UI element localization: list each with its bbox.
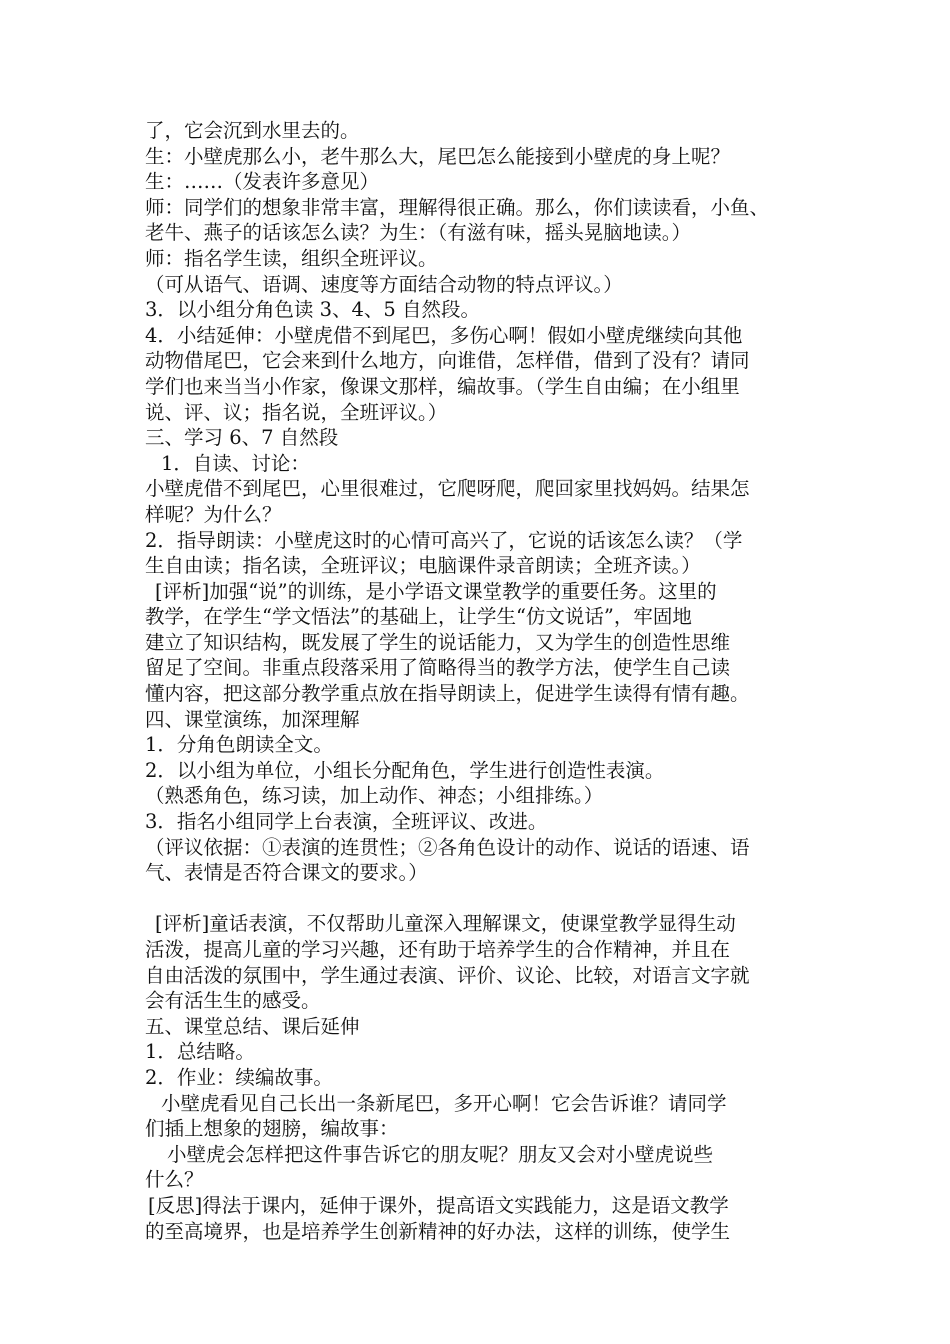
text-line: 4．小结延伸：小壁虎借不到尾巴，多伤心啊！假如小壁虎继续向其他 xyxy=(145,323,743,347)
text-line: 懂内容，把这部分教学重点放在指导朗读上，促进学生读得有情有趣。 xyxy=(145,682,750,706)
text-line: [评析]童话表演，不仅帮助儿童深入理解课文，使课堂教学显得生动 xyxy=(155,912,736,936)
text-line: 活泼，提高儿童的学习兴趣，还有助于培养学生的合作精神，并且在 xyxy=(145,938,731,961)
text-line: （熟悉角色，练习读，加上动作、神态；小组排练。） xyxy=(145,784,604,808)
text-line: [反思]得法于课内，延伸于课外，提高语文实践能力，这是语文教学 xyxy=(148,1193,729,1217)
text-line: 说、评、议；指名说，全班评议。） xyxy=(145,400,448,424)
text-line: 生：小壁虎那么小，老牛那么大，尾巴怎么能接到小壁虎的身上呢？ xyxy=(145,144,731,168)
text-line: 留足了空间。非重点段落采用了简略得当的教学方法，使学生自己读 xyxy=(145,656,731,680)
document-page xyxy=(145,118,815,1244)
text-line: 什么？ xyxy=(145,1168,204,1192)
text-line: 自由活泼的氛围中，学生通过表演、评价、议论、比较，对语言文字就 xyxy=(145,963,750,987)
text-line: 生自由读；指名读，全班评议；电脑课件录音朗读；全班齐读。） xyxy=(145,554,701,578)
text-line: 教学，在学生“学文悟法”的基础上，让学生“仿文说话”，牢固地 xyxy=(145,605,692,629)
text-line: 小壁虎看见自己长出一条新尾巴，多开心啊！它会告诉谁？请同学 xyxy=(161,1091,727,1115)
text-line: 小壁虎会怎样把这件事告诉它的朋友呢？朋友又会对小壁虎说些 xyxy=(167,1142,714,1166)
text-line: 1．分角色朗读全文。 xyxy=(145,733,333,757)
text-line: 师：指名学生读，组织全班评议。 xyxy=(145,246,438,270)
text-line: 1．自读、讨论： xyxy=(161,451,310,475)
text-line: 们插上想象的翅膀，编故事： xyxy=(145,1117,399,1141)
text-line: 1．总结略。 xyxy=(145,1040,255,1064)
text-line: （可从语气、语调、速度等方面结合动物的特点评议。） xyxy=(145,272,623,296)
text-line: 的至高境界，也是培养学生创新精神的好办法，这样的训练，使学生 xyxy=(145,1219,731,1243)
text-line: 气、表情是否符合课文的要求。） xyxy=(145,861,428,885)
text-line: 学们也来当当小作家，像课文那样，编故事。（学生自由编；在小组里 xyxy=(145,374,740,398)
text-line: 建立了知识结构，既发展了学生的说话能力，又为学生的创造性思维 xyxy=(145,630,731,654)
section-heading: 五、课堂总结、课后延伸 xyxy=(145,1014,360,1038)
section-heading: 三、学习 6、7 自然段 xyxy=(145,426,339,450)
text-line: 师：同学们的想象非常丰富，理解得很正确。那么，你们读读看，小鱼、 xyxy=(145,195,770,219)
text-line: 2．作业：续编故事。 xyxy=(145,1065,333,1089)
text-line: 样呢？为什么？ xyxy=(145,502,282,526)
text-line: 会有活生生的感受。 xyxy=(145,989,321,1013)
section-heading: 四、课堂演练，加深理解 xyxy=(145,707,360,731)
text-line: （评议依据：①表演的连贯性；②各角色设计的动作、说话的语速、语 xyxy=(145,835,750,859)
text-line: 3．以小组分角色读 3、4、5 自然段。 xyxy=(145,298,481,322)
text-line: 2．以小组为单位，小组长分配角色，学生进行创造性表演。 xyxy=(145,758,665,782)
text-line: [评析]加强“说”的训练，是小学语文课堂教学的重要任务。这里的 xyxy=(155,579,717,603)
text-line: 3．指名小组同学上台表演，全班评议、改进。 xyxy=(145,810,548,834)
text-line: 动物借尾巴，它会来到什么地方，向谁借，怎样借，借到了没有？请同 xyxy=(145,349,750,373)
blank-line xyxy=(145,886,815,912)
text-line: 2．指导朗读：小壁虎这时的心情可高兴了，它说的话该怎么读？（学 xyxy=(145,528,743,552)
text-line: 老牛、燕子的话该怎么读？为生：（有滋有味，摇头晃脑地读。） xyxy=(145,221,692,245)
text-line: 了，它会沉到水里去的。 xyxy=(145,119,360,142)
text-line: 生：……（发表许多意见） xyxy=(145,170,380,194)
text-line: 小壁虎借不到尾巴，心里很难过，它爬呀爬，爬回家里找妈妈。结果怎 xyxy=(145,477,750,501)
